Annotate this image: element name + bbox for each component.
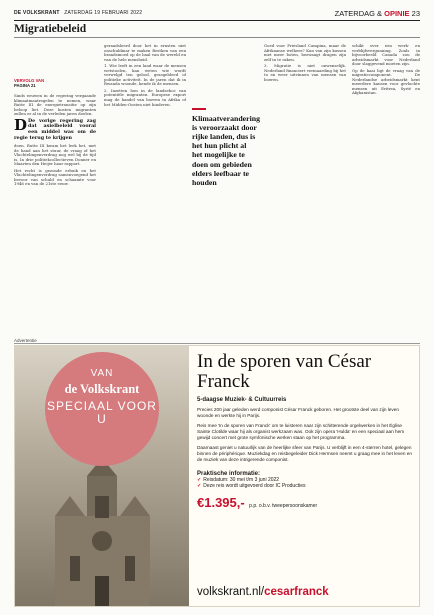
pull-quote-text: Klimaatverandering is veroorzaakt door rijke landen, dus is het hun plicht al het mogelijke te doen om gebieden elders leefbaar te houden: [192, 113, 260, 187]
header-rule: [14, 20, 420, 21]
col4-paragraph-1: schikt over een werk- en verblijfsvergunning. Zoals in bijvoorbeeld Canada zou de arbeidsmarkt voor Nederland door slaggevend moeten zijn.: [352, 44, 420, 67]
ad-url-link[interactable]: [197, 586, 413, 598]
advertisement-label: Advertentie: [14, 338, 37, 343]
newspaper-name: DE VOLKSKRANT: [14, 10, 60, 16]
check-icon: ✓: [197, 477, 202, 483]
church-photo: [15, 346, 189, 607]
article-column-3: [264, 44, 346, 332]
col1-paragraph-2: Het recht is gezonde erbuik en het Vluchtelingenverdrag samenvoegend het bevoor van schuld en schaamte voor 1946 en van de 21ste eeuw.: [14, 167, 96, 187]
price-suffix: p.p. o.b.v. tweepersoonskamer: [249, 503, 318, 509]
ad-body-1: Precies 200 jaar geleden werd componist César Franck geboren. Het grootste deel van zijn leven woonde en werkte hij in Parijs.: [197, 407, 399, 418]
page-number: 23: [411, 8, 420, 18]
ad-title: In de sporen van César Franck: [197, 351, 372, 392]
ad-rule: [14, 343, 420, 344]
badge-line-1: VAN: [90, 368, 114, 379]
article-column-4: [352, 44, 420, 332]
continued-label: VERVOLG VAN: [14, 78, 45, 83]
continued-page: PAGINA 21: [14, 83, 36, 88]
col2-paragraph-3: 2. Inzetten hen in de landsehoc van potentiële migranten. Europese export mag de handel van boeren in Afrika of het Midden-Oosten niet hinderen.: [104, 87, 186, 107]
badge-line-3: SPECIAAL VOOR U: [47, 399, 157, 426]
advertisement[interactable]: [14, 345, 420, 607]
col1-intro: Sinds eeuwen in de regering vergaande klimaatmaatregelen te nemen, waar Rutte III de energietransitie op zijn beloop liet. Deze kosten migranten zullen er al in de verleden jaren doelen.: [14, 94, 96, 117]
pull-quote: [192, 108, 258, 187]
issue-date: ZATERDAG 19 FEBRUARI 2022: [64, 10, 143, 16]
article-column-2: [104, 44, 186, 332]
check-icon: ✓: [197, 483, 202, 489]
continued-from: [14, 78, 82, 88]
col1-paragraph-1: doen. Rutte III kwam het leek het, met de hand aan het stuur, de vraag of het Vluchtelingenverdrag nog wel bij de tijd is. In drie politiekcollectieven Donner en Maarten den Heijer haar rapport.: [14, 143, 96, 167]
header-right: [335, 9, 420, 18]
header-left: [14, 10, 142, 16]
col1-lead: [14, 115, 96, 141]
col1-lead-text: De vorige regering zag dat asielbeleid vooral een middel was om de regie terug te krijgen: [14, 117, 96, 141]
badge-line-2: de Volkskrant: [64, 382, 140, 396]
info-organizer: Deze reis wordt uitgevoerd door IC Producties: [203, 483, 306, 489]
ad-subtitle: 5-daagse Muziek- & Cultuurreis: [197, 397, 287, 403]
page-header: [14, 7, 420, 19]
info-heading: Praktische informatie:: [197, 471, 261, 477]
drop-cap: D: [14, 115, 28, 134]
title-rule: [14, 37, 420, 38]
ad-text-block: [197, 352, 413, 512]
col2-paragraph-1: geraadsleerd door het in ernsten niet onschuldmar te maken Bestken van een brandsmoed op de baal van de wereld en van de hele mensheid.: [104, 44, 186, 62]
speciaal-voor-u-badge: [45, 352, 159, 466]
price-amount: €1.395,-: [197, 495, 245, 510]
article-section-title: Migratiebeleid: [14, 23, 87, 35]
article-column-1: [14, 94, 96, 332]
col4-paragraph-2: Op de kaai ligt de vraag van de migratiecomponent. De Nederlandse arbeidsmarkt kent meerdere kansen voor gevluchte mensen uit Eritrea, Syrië en Afghanistan.: [352, 67, 420, 96]
section-prefix: ZATERDAG &: [334, 8, 385, 18]
ad-body-3: Daarnaast geniet u natuurlijk van de heerlijke sfeer van Parijs. U verblijft in een 4-sterren hotel, gelegen binnen de périphérique. Muziekdag en reisbegeleider Dick Hermsen neemt u graag mee in het leven en de muziek van deze intrigerende componist.: [197, 445, 412, 462]
quote-accent-bar: [192, 108, 206, 110]
ad-practical-info: [197, 471, 413, 489]
ad-price: [197, 494, 413, 512]
col3-paragraph-1: Goed voor Friesland Campina, maar de Afrikaanse welhees? Kan van zijn kussen met meer boten, bezwaagt dragen zijn zelf in te raken.: [264, 44, 346, 62]
section-name: OPINIE: [384, 8, 410, 18]
info-org-row: [197, 483, 413, 489]
ad-body-2: Reis mee 'In de sporen van Franck' om te luisteren naar zijn schitterende orgelwerken in het Église Sainte Clotilde waar hij als organist werkzaam was. Ook zijn opera 'Hulda' en een speciaal aan hem gewijd concert met grote symfonische werken staan op het programma.: [197, 423, 405, 440]
url-path: cesarfranck: [264, 586, 329, 598]
col2-paragraph-2: 1. Wie leeft in een land waar de mensen wetstoolen, kan weten wie wordt verwelgd ten geloof, grasgebleed of politieke activiteit. In de jaren dat ik in Rwanda woonde, kende ik de mensen.: [104, 63, 186, 87]
info-dates: Reisdatum: 30 mei t/m 3 juni 2022: [203, 477, 280, 483]
col3-paragraph-2: 3. Migratie is niet onwenselijk. Nederland financiert vermaarding bij het to en weer uitvinnen van mensen van boeren.: [264, 63, 346, 82]
url-prefix: volkskrant.nl/: [197, 586, 265, 598]
